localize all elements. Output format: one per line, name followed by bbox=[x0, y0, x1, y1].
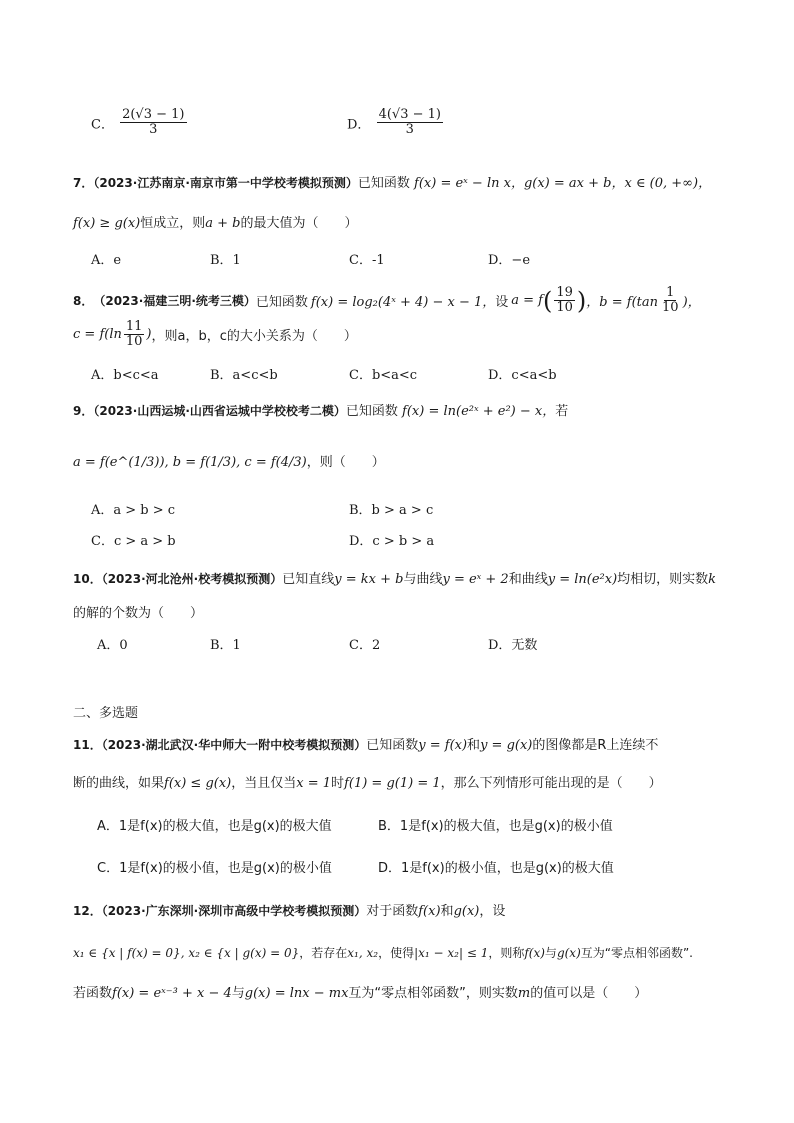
q11-option-b: B．1是f(x)的极大值，也是g(x)的极小值 bbox=[378, 819, 613, 834]
q6-c-numerator: 2(√3 − 1) bbox=[122, 107, 185, 122]
q10-number: 10． bbox=[73, 572, 102, 586]
q6-c-denominator: 3 bbox=[149, 122, 158, 138]
q8-option-a: A．b<c<a bbox=[91, 368, 159, 383]
q9-line2: a = f(e^(1/3)), b = f(1/3), c = f(4/3)，则（ ） bbox=[73, 455, 385, 470]
q12-line3: 若函数f(x) = eˣ⁻³ + x − 4与g(x) = lnx − mx互为“零点相邻函数”，则实数m的值可以是（ ） bbox=[73, 986, 648, 1001]
q8-source: （2023·福建三明·统考三模） bbox=[93, 294, 256, 309]
q10-option-b: B．1 bbox=[210, 638, 241, 653]
q7-math-1: f(x) = eˣ − ln x，g(x) = ax + b，x ∈ (0, +∞)， bbox=[414, 176, 712, 191]
q9-option-d: D．c > b > a bbox=[349, 534, 435, 549]
q9-line1: 9．（2023·山西运城·山西省运城中学校校考二模）已知函数 f(x) = ln(e²ˣ + e²) − x，若 bbox=[73, 404, 569, 419]
q6-option-d: D． $\frac{4(√3 - 1)}{3}$ bbox=[347, 107, 441, 138]
q11-option-c: C．1是f(x)的极小值，也是g(x)的极小值 bbox=[97, 861, 332, 876]
q7-option-b: B．1 bbox=[210, 253, 241, 268]
q8-option-c: C．b<a<c bbox=[349, 368, 418, 383]
q10-option-a: A．0 bbox=[97, 638, 128, 653]
q11-option-d: D．1是f(x)的极小值，也是g(x)的极大值 bbox=[378, 861, 614, 876]
q9-source: （2023·山西运城·山西省运城中学校校考二模） bbox=[93, 404, 346, 418]
q8-line1: 8． （2023·福建三明·统考三模） 已知函数 f(x) = log₂(4ˣ + 4) − x − 1， 设 a = f ( $\frac{19}{10}$ ) ，b = f(tan $\frac{1}{10}$ )， bbox=[73, 285, 701, 316]
q7-line1: 7．（2023·江苏南京·南京市第一中学校考模拟预测）已知函数 f(x) = eˣ − ln x，g(x) = ax + b，x ∈ (0, +∞)， bbox=[73, 176, 712, 191]
q10-source: （2023·河北沧州·校考模拟预测） bbox=[101, 572, 283, 586]
q10-line2: 的解的个数为（ ） bbox=[73, 606, 204, 621]
q9-option-c: C．c > a > b bbox=[91, 534, 176, 549]
q8-line2: c = f(ln $\frac{11}{10}$ ) ，则a，b，c的大小关系为（ ） bbox=[73, 319, 357, 350]
q12-number: 12． bbox=[73, 904, 102, 918]
q7-option-d: D．−e bbox=[488, 253, 531, 268]
q11-option-a: A．1是f(x)的极大值，也是g(x)的极大值 bbox=[97, 819, 332, 834]
q6-d-denominator: 3 bbox=[405, 122, 414, 138]
q7-line2: f(x) ≥ g(x)恒成立，则a + b的最大值为（ ） bbox=[73, 216, 358, 231]
q10-option-d: D．无数 bbox=[488, 638, 538, 653]
q10-option-c: C．2 bbox=[349, 638, 381, 653]
q11-source: （2023·湖北武汉·华中师大一附中校考模拟预测） bbox=[101, 738, 367, 752]
q8-number: 8． bbox=[73, 294, 94, 309]
q11-line2: 断的曲线，如果f(x) ≤ g(x)，当且仅当x = 1时f(1) = g(1) = 1，那么下列情形可能出现的是（ ） bbox=[73, 776, 662, 791]
q11-line1: 11．（2023·湖北武汉·华中师大一附中校考模拟预测）已知函数y = f(x)和y = g(x)的图像都是R上连续不 bbox=[73, 738, 659, 753]
q7-number: 7． bbox=[73, 176, 94, 190]
q8-option-d: D．c<a<b bbox=[488, 368, 557, 383]
q12-source: （2023·广东深圳·深圳市高级中学校考模拟预测） bbox=[101, 904, 367, 918]
q8-option-b: B．a<c<b bbox=[210, 368, 278, 383]
q12-line1: 12．（2023·广东深圳·深圳市高级中学校考模拟预测）对于函数f(x)和g(x)，设 bbox=[73, 904, 506, 919]
q9-number: 9． bbox=[73, 404, 94, 418]
q7-option-c: C．-1 bbox=[349, 253, 385, 268]
q6-option-c: C． $\frac{2(√3 - 1)}{3}$ bbox=[91, 107, 185, 138]
q7-option-a: A．e bbox=[91, 253, 122, 268]
q10-line1: 10．（2023·河北沧州·校考模拟预测）已知直线y = kx + b与曲线y = eˣ + 2和曲线y = ln(e²x)均相切，则实数k bbox=[73, 572, 717, 587]
q9-option-a: A．a > b > c bbox=[91, 503, 176, 518]
section-title: 二、多选题 bbox=[73, 706, 139, 721]
q11-number: 11． bbox=[73, 738, 102, 752]
q9-option-b: B．b > a > c bbox=[349, 503, 434, 518]
q12-line2: x₁ ∈ {x | f(x) = 0}, x₂ ∈ {x | g(x) = 0}，若存在x₁, x₂，使得|x₁ − x₂| ≤ 1，则称f(x)与g(x)互为“零点相邻函数”. bbox=[73, 946, 693, 960]
q6-d-numerator: 4(√3 − 1) bbox=[378, 107, 441, 122]
q7-source: （2023·江苏南京·南京市第一中学校考模拟预测） bbox=[93, 176, 358, 190]
